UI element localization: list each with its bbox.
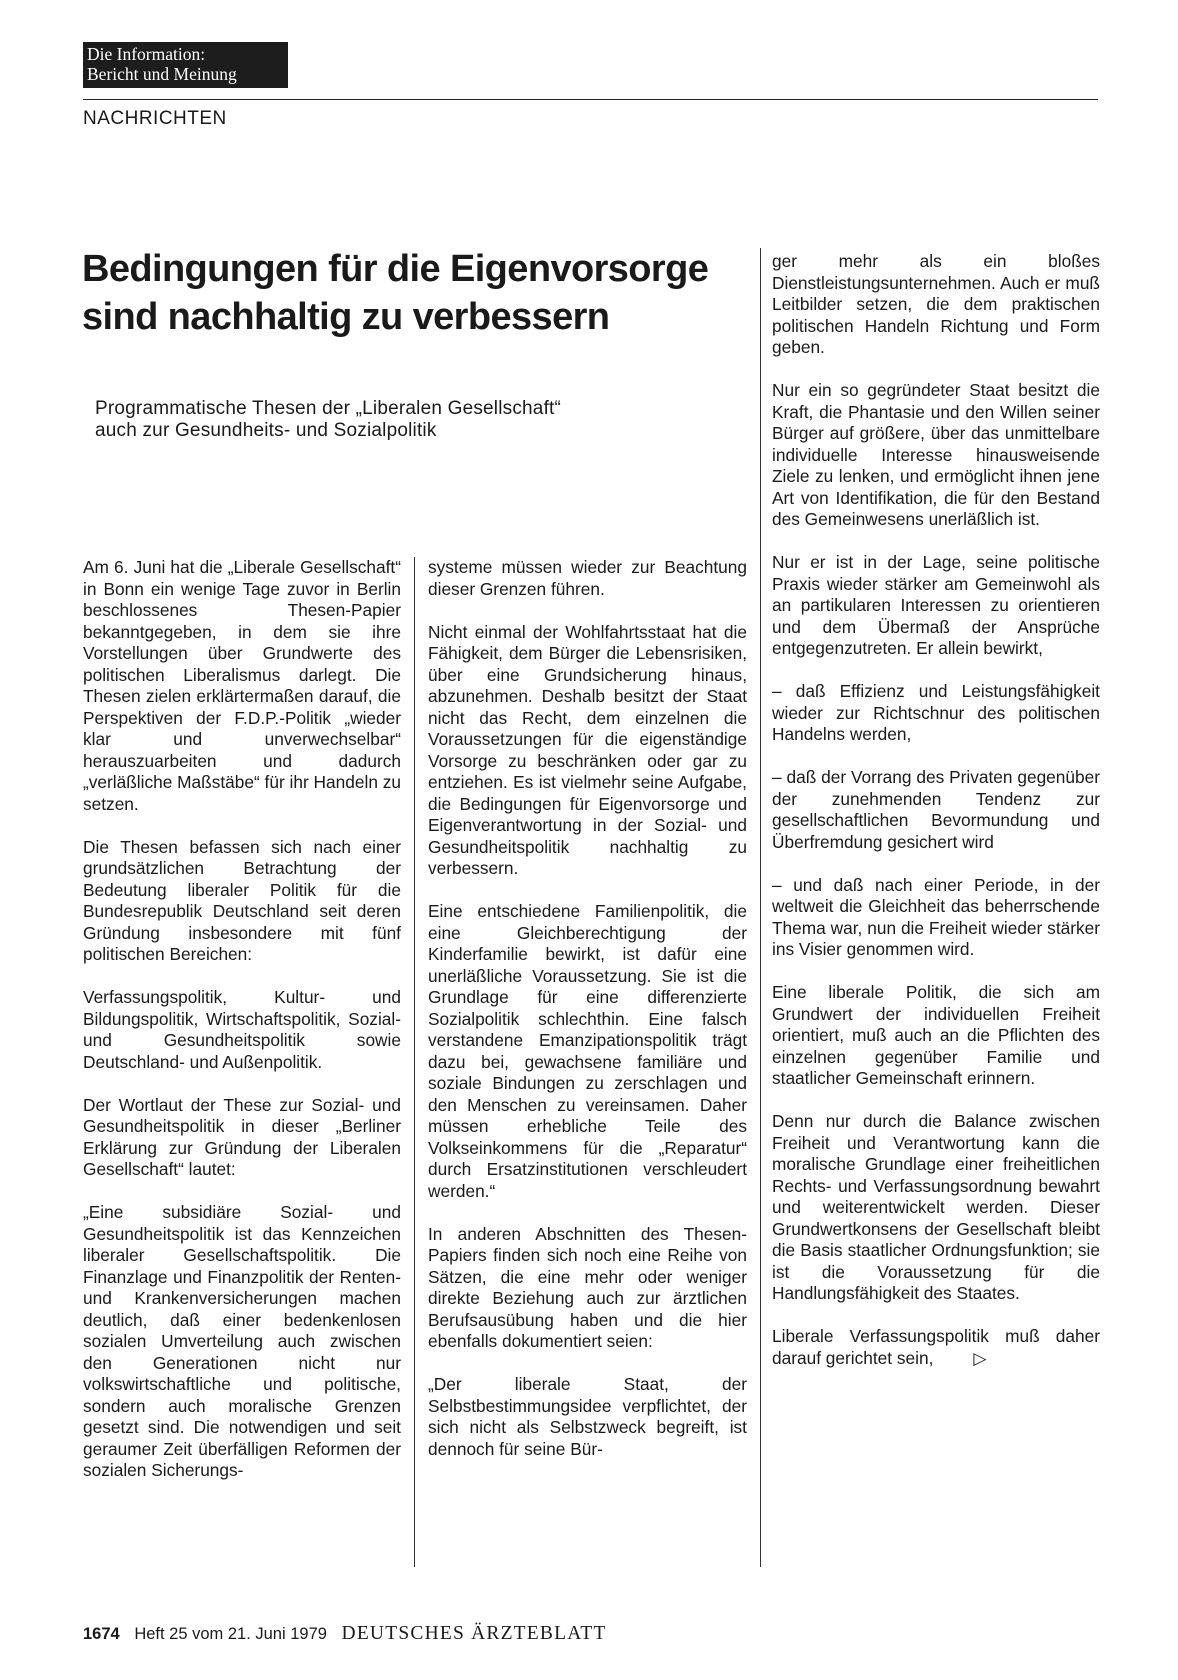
- paragraph: Verfassungspolitik, Kultur- und Bildungspolitik, Wirtschaftspolitik, Sozial- und Gesundheitspolitik sowie Deutschland- und Außenpolitik.: [83, 987, 401, 1072]
- last-paragraph: [772, 1326, 1100, 1369]
- paragraph: Nur ein so gegründeter Staat besitzt die Kraft, die Phantasie und den Willen seiner Bürger auf größere, über das unmittelbare individuelle Interesse hinausweisende Ziele zu lenken, und ermöglicht ihnen jene Art von Identifikation, die für den Bestand des Gemeinwesens unerläßlich ist.: [772, 380, 1100, 529]
- paragraph: – und daß nach einer Periode, in der weltweit die Gleichheit das beherrschende Thema war, nun die Freiheit wieder stärker ins Visier genommen wird.: [772, 874, 1100, 959]
- column-2: [428, 557, 747, 1482]
- paragraph: – daß der Vorrang des Privaten gegenüber der zunehmenden Tendenz zur gesellschaftlichen Bevormundung und Überfremdung gesichert wird: [772, 767, 1100, 852]
- rubric-badge: [83, 42, 288, 88]
- paragraph: Denn nur durch die Balance zwischen Freiheit und Verantwortung kann die moralische Grundlage einer freiheitlichen Rechts- und Verfassungsordnung bewahrt und weiterentwickelt werden. Dieser Grundwertkonsens der Gesellschaft bleibt die Basis staatlicher Ordnungsfunktion; sie ist die Voraussetzung für die Handlungsfähigkeit des Staates.: [772, 1111, 1100, 1303]
- paragraph: „Der liberale Staat, der Selbstbestimmungsidee verpflichtet, der sich nicht als Selbstzweck begreift, ist dennoch für seine Bür-: [428, 1374, 747, 1459]
- paragraph: – daß Effizienz und Leistungsfähigkeit wieder zur Richtschnur des politischen Handelns werden,: [772, 681, 1100, 744]
- paragraph: Eine liberale Politik, die sich am Grundwert der individuellen Freiheit orientiert, muß auch an die Pflichten des einzelnen gegenüber Familie und staatlicher Gemeinschaft erinnern.: [772, 982, 1100, 1088]
- paragraph: systeme müssen wieder zur Beachtung dieser Grenzen führen.: [428, 557, 747, 599]
- paragraph: Eine entschiedene Familienpolitik, die eine Gleichberechtigung der Kinderfamilie bewirkt, ist dafür eine unerläßliche Voraussetzung. Sie ist die Grundlage für eine differenzierte Sozialpolitik schlechthin. Eine falsch verstandene Emanzipationspolitik trägt dazu bei, gewachsene familiäre und soziale Bindungen zu zerschlagen und den Menschen zu vereinsamen. Daher müssen erhebliche Teile des Volkseinkommens für die „Reparatur“ durch Ersatzinstitutionen verschleudert werden.“: [428, 901, 747, 1201]
- header-rule: [83, 99, 1098, 100]
- paragraph: Nicht einmal der Wohlfahrtsstaat hat die Fähigkeit, dem Bürger die Lebensrisiken, über eine Grundsicherung hinaus, abzunehmen. Deshalb besitzt der Staat nicht das Recht, dem einzelnen die Voraussetzungen für die eigenständige Vorsorge zu beschränken oder gar zu entziehen. Es ist vielmehr seine Aufgabe, die Bedingungen für Eigenvorsorge und Eigenverantwortung in der Sozial- und Gesundheitspolitik nachhaltig zu verbessern.: [428, 621, 747, 878]
- title-line-2: sind nachhaltig zu verbessern: [82, 296, 610, 338]
- title-line-1: Bedingungen für die Eigenvorsorge: [82, 248, 709, 290]
- continue-arrow-icon: ▷: [973, 1348, 987, 1368]
- page-footer: [83, 1623, 607, 1645]
- column-1: [83, 557, 401, 1503]
- paragraph: Die Thesen befassen sich nach einer grundsätzlichen Betrachtung der Bedeutung liberaler Politik für die Bundesrepublik Deutschland seit deren Gründung insbesondere mit fünf politischen Bereichen:: [83, 836, 401, 964]
- paragraph: Am 6. Juni hat die „Liberale Gesellschaft“ in Bonn ein wenige Tage zuvor in Berlin beschlossenes Thesen-Papier bekanntgegeben, in dem sie ihre Vorstellungen über Grundwerte des politischen Liberalismus darlegt. Die Thesen zielen erklärtermaßen darauf, die Perspektiven der F.D.P.-Politik „wieder klar und unverwechselbar“ herauszuarbeiten und dadurch „verläßliche Maßstäbe“ für ihr Handeln zu setzen.: [83, 557, 401, 814]
- paragraph: Der Wortlaut der These zur Sozial- und Gesundheitspolitik in dieser „Berliner Erklärung zur Gründung der Liberalen Gesellschaft“ lautet:: [83, 1094, 401, 1179]
- column-divider: [760, 248, 761, 1567]
- subtitle-line-2: auch zur Gesundheits- und Sozialpolitik: [95, 420, 437, 441]
- rubric-line-2: Bericht und Meinung: [87, 64, 237, 84]
- paragraph: „Eine subsidiäre Sozial- und Gesundheitspolitik ist das Kennzeichen liberaler Gesellschaftspolitik. Die Finanzlage und Finanzpolitik der Renten- und Krankenversicherungen machen deutlich, daß einer bedenkenlosen sozialen Umverteilung auch zwischen den Generationen nicht nur volkswirtschaftliche und politische, sondern auch moralische Grenzen gesetzt sind. Die notwendigen und seit geraumer Zeit überfälligen Reformen der sozialen Sicherungs-: [83, 1202, 401, 1480]
- article-subtitle: [95, 398, 695, 442]
- journal-name: DEUTSCHES ÄRZTEBLATT: [341, 1623, 607, 1644]
- subtitle-line-1: Programmatische Thesen der „Liberalen Gesellschaft“: [95, 398, 562, 419]
- paragraph: Nur er ist in der Lage, seine politische Praxis wieder stärker am Gemeinwohl als an partikularen Interessen zu orientieren und dem Übermaß der Ansprüche entgegenzutreten. Er allein bewirkt,: [772, 552, 1100, 658]
- paragraph: ger mehr als ein bloßes Dienstleistungsunternehmen. Auch er muß Leitbilder setzen, die dem praktischen politischen Handeln Richtung und Form geben.: [772, 251, 1100, 357]
- column-divider: [414, 557, 415, 1567]
- issue-info: Heft 25 vom 21. Juni 1979: [134, 1625, 327, 1643]
- paragraph-text: Liberale Verfassungspolitik muß daher darauf gerichtet sein,: [772, 1326, 1100, 1368]
- section-label: NACHRICHTEN: [83, 108, 227, 129]
- page-number: 1674: [83, 1625, 120, 1643]
- rubric-line-1: Die Information:: [87, 44, 206, 64]
- article-title: [82, 245, 762, 341]
- column-3: [772, 251, 1100, 1391]
- paragraph: In anderen Abschnitten des Thesen-Papiers finden sich noch eine Reihe von Sätzen, die eine mehr oder weniger direkte Beziehung auch zur ärztlichen Berufsausübung haben und die hier ebenfalls dokumentiert seien:: [428, 1223, 747, 1351]
